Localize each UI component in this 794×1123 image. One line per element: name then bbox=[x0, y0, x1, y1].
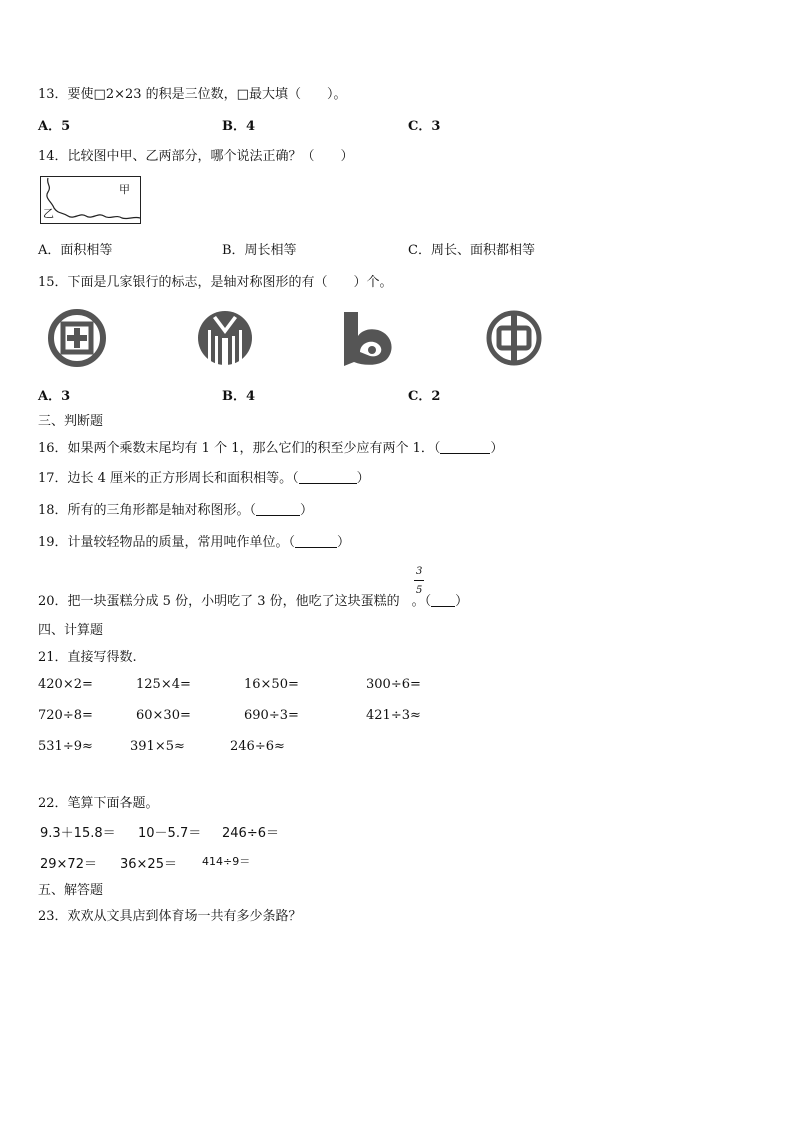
q22-item: 36×25＝ bbox=[120, 857, 177, 872]
q18-close: ） bbox=[300, 503, 314, 518]
q21-item: 16×50= bbox=[244, 677, 299, 692]
q19 bbox=[38, 531, 350, 550]
q21-text: 21．直接写得数. bbox=[38, 650, 137, 665]
q18-answer-blank[interactable] bbox=[256, 503, 300, 516]
q13-text: 13．要使□2×23 的积是三位数，□最大填（ ）。 bbox=[38, 87, 347, 102]
q21-item: 720÷8= bbox=[38, 708, 93, 723]
q21-item: 420×2= bbox=[38, 677, 93, 692]
q18-text: 18．所有的三角形都是轴对称图形。（ bbox=[38, 503, 257, 518]
q22-item: 10－5.7＝ bbox=[138, 826, 202, 841]
q21-item: 246÷6≈ bbox=[230, 739, 285, 754]
q14-option-b: B．周长相等 bbox=[222, 243, 297, 258]
q13-option-c: C．3 bbox=[408, 119, 441, 134]
q14-text: 14．比较图中甲、乙两部分，哪个说法正确？（ ） bbox=[38, 149, 354, 164]
q19-answer-blank[interactable] bbox=[295, 535, 337, 548]
q21-item: 60×30= bbox=[136, 708, 191, 723]
q22-item: 9.3＋15.8＝ bbox=[40, 826, 116, 841]
q21-item: 125×4= bbox=[136, 677, 191, 692]
q22-item: 29×72＝ bbox=[40, 857, 97, 872]
q17-answer-blank[interactable] bbox=[299, 471, 357, 484]
q14-option-a: A．面积相等 bbox=[38, 243, 113, 258]
q20 bbox=[38, 590, 468, 609]
q20-period: 。（ bbox=[411, 594, 432, 609]
q20-answer-blank[interactable] bbox=[431, 594, 455, 607]
q14-label-yi: 乙 bbox=[43, 207, 54, 220]
q20-frac-numerator: 3 bbox=[416, 566, 423, 577]
q17 bbox=[38, 467, 370, 486]
section-5-heading: 五、解答题 bbox=[38, 883, 104, 898]
q21-item: 531÷9≈ bbox=[38, 739, 93, 754]
q22-item: 246÷6＝ bbox=[222, 826, 279, 841]
q20-close: ） bbox=[455, 594, 469, 609]
q17-text: 17．边长 4 厘米的正方形周长和面积相等。（ bbox=[38, 471, 299, 486]
q16-close: ） bbox=[490, 441, 504, 456]
q14-option-c: C．周长、面积都相等 bbox=[408, 243, 535, 258]
q15-text: 15．下面是几家银行的标志，是轴对称图形的有（ ）个。 bbox=[38, 275, 393, 290]
q15-option-c: C．2 bbox=[408, 389, 441, 404]
icbc-logo bbox=[47, 308, 107, 368]
q21-item: 421÷3≈ bbox=[366, 708, 421, 723]
citic-logo bbox=[195, 308, 255, 368]
q20-frac-denominator: 5 bbox=[416, 585, 423, 596]
q21-item: 690÷3= bbox=[244, 708, 299, 723]
q22-text: 22．笔算下面各题。 bbox=[38, 796, 159, 811]
q13-option-b: B．4 bbox=[222, 119, 256, 134]
q14-label-jia: 甲 bbox=[119, 183, 130, 196]
q21-item: 300÷6= bbox=[366, 677, 421, 692]
q16 bbox=[38, 437, 503, 456]
q13-option-a: A．5 bbox=[38, 119, 71, 134]
q19-text: 19．计量较轻物品的质量，常用吨作单位。（ bbox=[38, 535, 296, 550]
q16-answer-blank[interactable] bbox=[440, 441, 490, 454]
section-4-heading: 四、计算题 bbox=[38, 623, 104, 638]
cdb-logo bbox=[340, 308, 400, 368]
q23-text: 23．欢欢从文具店到体育场一共有多少条路？ bbox=[38, 909, 302, 924]
q15-option-a: A．3 bbox=[38, 389, 71, 404]
q20-text: 20．把一块蛋糕分成 5 份，小明吃了 3 份，他吃了这块蛋糕的 bbox=[38, 594, 400, 609]
q17-close: ） bbox=[356, 471, 370, 486]
q15-option-b: B．4 bbox=[222, 389, 256, 404]
section-3-heading: 三、判断题 bbox=[38, 414, 104, 429]
q20-frac-bar bbox=[414, 580, 424, 581]
q21-item: 391×5≈ bbox=[130, 739, 185, 754]
q18 bbox=[38, 499, 313, 518]
q14-figure bbox=[40, 176, 141, 224]
q16-text: 16．如果两个乘数末尾均有 1 个 1，那么它们的积至少应有两个 1．（ bbox=[38, 441, 441, 456]
boc-logo bbox=[484, 308, 544, 368]
q22-item: 414÷9＝ bbox=[202, 855, 251, 868]
q19-close: ） bbox=[337, 535, 351, 550]
